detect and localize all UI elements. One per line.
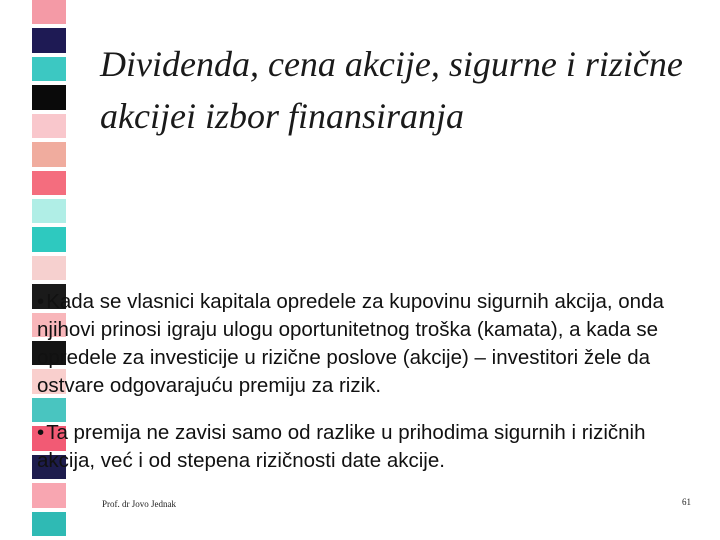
- paragraph-text: Ta premija ne zavisi samo od razlike u prihodima sigurnih i rizičnih akcija, već i od stepena rizičnosti date akcije.: [37, 421, 646, 472]
- stripe: [32, 483, 66, 507]
- stripe: [32, 85, 66, 109]
- bullet-paragraph-1: [37, 288, 697, 400]
- bullet-paragraph-2: [37, 419, 697, 475]
- stripe: [32, 28, 66, 52]
- stripe: [32, 227, 66, 251]
- paragraph-text: Kada se vlasnici kapitala opredele za kupovinu sigurnih akcija, onda njihovi prinosi igraju ulogu oportunitetnog troška (kamata), a kada se opredele za investicije u rizične poslove (akcije) – investitori žele da ostvare odgovarajuću premiju za rizik.: [37, 290, 664, 397]
- stripe: [32, 57, 66, 81]
- stripe: [32, 114, 66, 138]
- stripe: [32, 256, 66, 280]
- stripe: [32, 171, 66, 195]
- stripe: [32, 512, 66, 536]
- stripe: [32, 142, 66, 166]
- bullet-glyph: •: [37, 421, 45, 444]
- stripe: [32, 199, 66, 223]
- slide-title: Dividenda, cena akcije, sigurne i rizične akcijei izbor finansiranja: [100, 44, 683, 136]
- bullet-glyph: •: [37, 290, 45, 313]
- stripe: [32, 0, 66, 24]
- slide-body: [37, 288, 697, 475]
- footer-author: Prof. dr Jovo Jednak: [102, 499, 176, 509]
- page-number: 61: [682, 497, 691, 507]
